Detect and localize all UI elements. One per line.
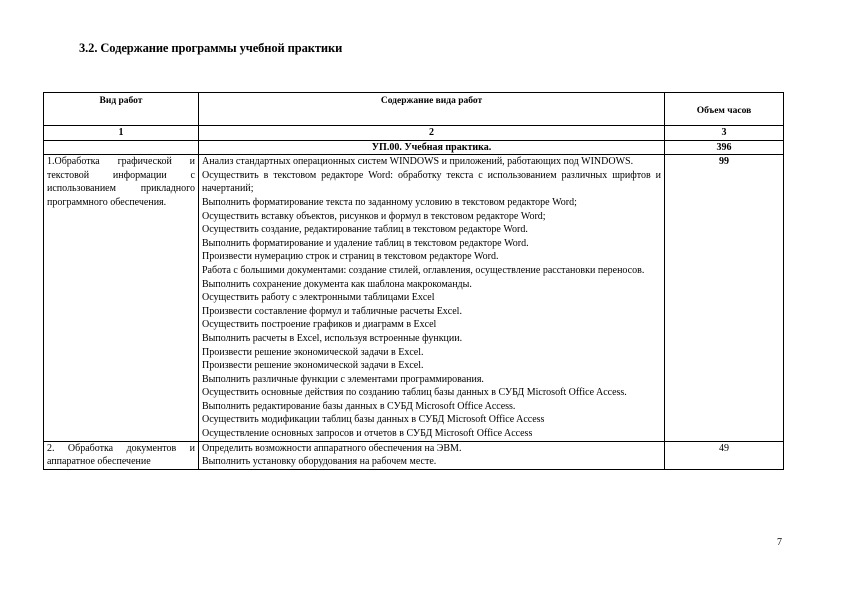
empty-cell — [44, 140, 199, 155]
content-item: Выполнить форматирование текста по заданному условию в текстовом редакторе Word; — [202, 196, 577, 208]
column-number: 2 — [199, 126, 665, 141]
work-content-list — [199, 441, 665, 469]
content-item: Произвести решение экономической задачи в Excel. — [202, 346, 424, 358]
section-row — [44, 140, 784, 155]
practice-program-table — [43, 92, 784, 470]
content-item: Выполнить форматирование и удаление таблиц в текстовом редакторе Word. — [202, 237, 529, 249]
column-number: 1 — [44, 126, 199, 141]
content-item: Произвести составление формул и табличные расчеты Excel. — [202, 305, 462, 317]
content-item: Осуществить построение графиков и диаграмм в Excel — [202, 319, 437, 331]
content-item: Произвести решение экономической задачи в Excel. — [202, 360, 424, 372]
content-item: Выполнить сохранение документа как шаблона макрокоманды. — [202, 278, 472, 290]
column-number-row — [44, 126, 784, 141]
content-item: Осуществление основных запросов и отчетов в СУБД Microsoft Office Access — [202, 428, 533, 440]
header-hours: Объем часов — [665, 93, 784, 126]
content-item: Осуществить в текстовом редакторе Word: обработку текста с использованием различных шрифтов и начертаний; — [202, 169, 661, 195]
table-row — [44, 155, 784, 441]
content-item: Осуществить работу с электронными таблицами Excel — [202, 292, 435, 304]
header-work-type: Вид работ — [44, 93, 199, 126]
work-content-list — [199, 155, 665, 441]
content-item: Произвести нумерацию строк и страниц в текстовом редакторе Word. — [202, 251, 499, 263]
work-type-name: 2. Обработка документов и аппаратное обеспечение — [44, 441, 199, 469]
content-item: Работа с большими документами: создание стилей, оглавления, осуществление расстановки переносов. — [202, 264, 645, 276]
content-item: Выполнить редактирование базы данных в СУБД Microsoft Office Access. — [202, 400, 516, 412]
content-item: Осуществить создание, редактирование таблиц в текстовом редакторе Word. — [202, 224, 528, 236]
content-item: Осуществить вставку объектов, рисунков и формул в текстовом редакторе Word; — [202, 210, 546, 222]
row-hours: 99 — [665, 155, 784, 441]
content-item: Выполнить установку оборудования на рабочем месте. — [202, 456, 437, 468]
content-item: Определить возможности аппаратного обеспечения на ЭВМ. — [202, 442, 462, 454]
table-header-row — [44, 93, 784, 126]
section-heading: 3.2. Содержание программы учебной практики — [79, 41, 343, 55]
row-hours: 49 — [665, 441, 784, 469]
work-type-name: 1.Обработка графической и текстовой информации с использованием прикладного программного обеспечения. — [44, 155, 199, 441]
page-number: 7 — [777, 537, 782, 548]
content-item: Анализ стандартных операционных систем WINDOWS и приложений, работающих под WINDOWS. — [202, 156, 634, 168]
section-hours: 396 — [665, 140, 784, 155]
table-row — [44, 441, 784, 469]
header-work-content: Содержание вида работ — [199, 93, 665, 126]
content-item: Осуществить основные действия по созданию таблиц базы данных в СУБД Microsoft Office Access. — [202, 387, 627, 399]
column-number: 3 — [665, 126, 784, 141]
content-item: Выполнить различные функции с элементами программирования. — [202, 373, 484, 385]
content-item: Осуществить модификации таблиц базы данных в СУБД Microsoft Office Access — [202, 414, 545, 426]
section-title: УП.00. Учебная практика. — [199, 140, 665, 155]
content-item: Выполнить расчеты в Excel, используя встроенные функции. — [202, 332, 463, 344]
